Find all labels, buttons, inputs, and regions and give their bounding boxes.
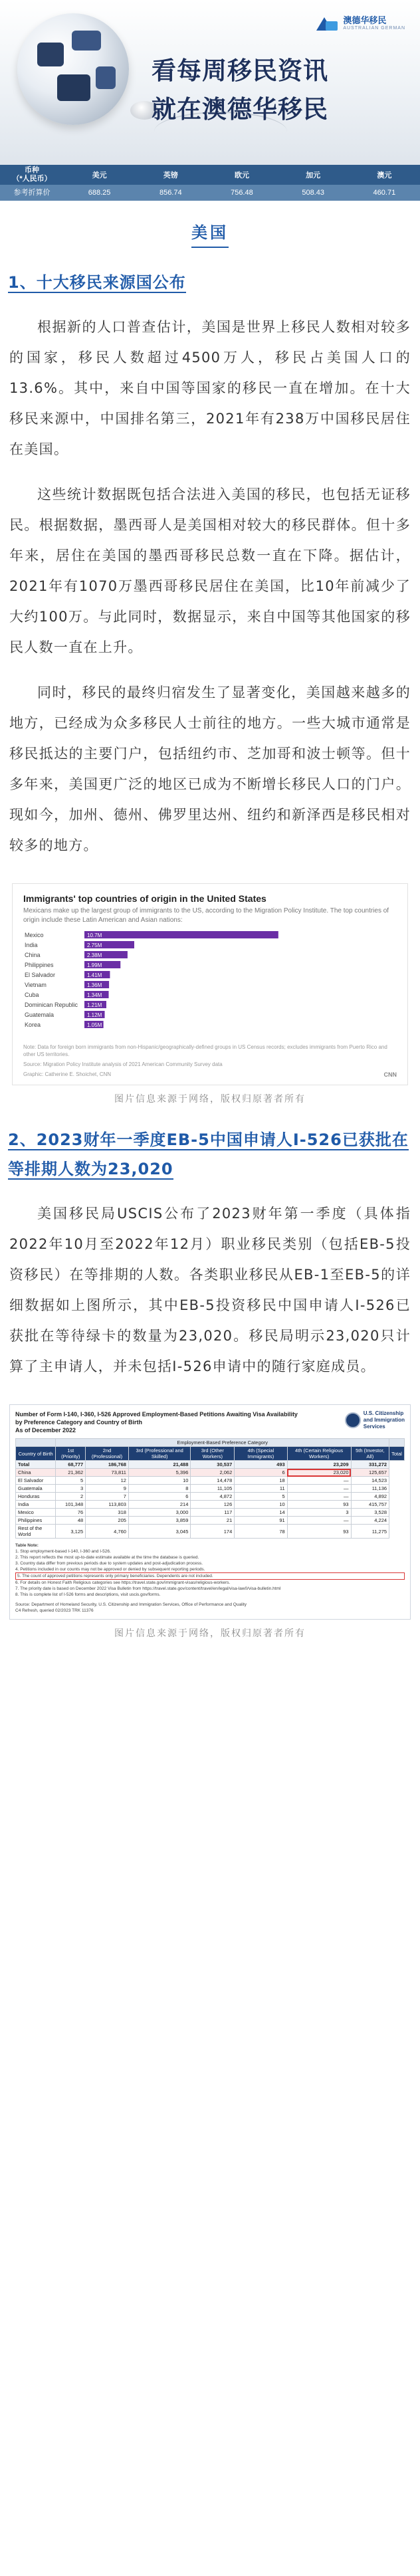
table-column-header: 3rd (Professional and Skilled) [128,1447,190,1461]
table-note: 8. This is complete list of I-526 forms and descriptions, visit uscis.gov/forms. [15,1592,161,1597]
table-cell: — [287,1485,351,1493]
table-cell: 78 [235,1525,287,1539]
table-figure-title [15,1410,298,1434]
table-cell: 68,777 [56,1461,86,1469]
headline-line-1: 看每周移民资讯 [152,56,328,85]
brand-logo [316,15,405,32]
table-note: 7. The priority date is based on December 2022 Visa Bulletin from https://travel.state.gov/content/travel/en/legal/visa-law0/visa-bulletin.html [15,1586,281,1591]
table-corner-right [389,1439,405,1447]
table-row [16,1509,405,1517]
table-caption: 图片信息来源于网络，版权归原著者所有 [114,1628,306,1639]
section-1-paragraph-1: 根据新的人口普查估计，美国是世界上移民人数相对较多的国家，移民人数超过4500万人，移民占美国人口的13.6%。其中，来自中国等国家的移民一直在增加。在十大移民来源中，中国排名第三，2021年有238万中国移民居住在美国。 [9,319,411,457]
uscis-logo [345,1410,405,1430]
table-cell: 91 [235,1517,287,1525]
table-row [16,1525,405,1539]
table-title-line-3: As of December 2022 [15,1427,76,1434]
table-cell: 2 [56,1493,86,1501]
logo-name: 澳德华移民 [343,15,387,26]
table-cell: 125,657 [351,1469,389,1477]
table-cell: 3,859 [128,1517,190,1525]
chart-value-label: 1.41M [87,972,102,978]
table-row [16,1493,405,1501]
table-cell: — [287,1477,351,1485]
table-cell-country: China [16,1469,56,1477]
currency-usd: 美元 [64,165,135,185]
table-cell: 3,000 [128,1509,190,1517]
table-cell: 11,105 [191,1485,235,1493]
table-column-header: 4th (Certain Religious Workers) [287,1447,351,1461]
table-cell: 21 [191,1517,235,1525]
chart-credit: Graphic: Catherine E. Shoichet, CNN [23,1071,112,1077]
rate-label-line-2: （*人民币） [12,175,52,183]
rate-value-row [0,185,420,201]
table-cell: 113,803 [86,1501,129,1509]
table-cell: 14,478 [191,1477,235,1485]
table-column-header: 4th (Special Immigrants) [235,1447,287,1461]
table-row [16,1501,405,1509]
globe-puzzle-illustration [17,13,129,125]
headline-line-2: 就在澳德华移民 [152,95,328,124]
section-1-paragraph-2: 这些统计数据既包括合法进入美国的移民，也包括无证移民。根据数据，墨西哥人是美国相对较大的移民群体。但十多年来，居住在美国的墨西哥移民总数一直在下降。据估计，2021年有1070万墨西哥移民居住在美国，比10年前减少了大约100万。与此同时，数据显示，来自中国等其他国家的移民人数一直在上升。 [9,486,411,655]
table-row [16,1469,405,1477]
table-cell: 3,045 [128,1525,190,1539]
rate-gbp: 856.74 [135,185,206,201]
rate-aud: 460.71 [349,185,420,201]
section-2-paragraph-1: 美国移民局USCIS公布了2023财年第一季度（具体指2022年10月至2022年12月）职业移民类别（包括EB-5投资移民）在等排期的人数。各类职业移民从EB-1至EB-5的详细数据如上图所示，其中EB-5投资移民中国申请人I-526已获批在等待绿卡的数量为23,020。移民局明示23,020只计算了主申请人，并未包括I-526申请中的随行家庭成员。 [9,1206,411,1374]
table-note: 5. The count of approved petitions represents only primary beneficiaries. Dependents are not included. [15,1572,405,1580]
chart-source: Source: Migration Policy Institute analysis of 2021 American Community Survey data [23,1061,223,1067]
table-cell: 7 [86,1493,129,1501]
table-cell: 4,760 [86,1525,129,1539]
rate-cad: 508.43 [278,185,349,201]
table-cell: 5 [56,1477,86,1485]
table-column-header: Country of Birth [16,1447,56,1461]
table-cell: 3,528 [351,1509,389,1517]
chart-category-label: El Salvador [25,972,56,978]
chart-value-label: 2.38M [87,952,102,958]
table-cell-country: Total [16,1461,56,1469]
table-source-line-2: C4 Refresh, queried 02/2023 TRK 11376 [15,1608,94,1613]
table-cell: — [287,1493,351,1501]
table-cell: 214 [128,1501,190,1509]
currency-gbp: 英镑 [135,165,206,185]
table-column-header: 5th (Investor, All) [351,1447,389,1461]
country-heading [0,219,420,248]
chart-value-label: 2.75M [87,942,102,948]
agency-line-2: and Immigration [363,1417,405,1423]
logo-subtitle: AUSTRALIAN GERMAN [343,25,405,31]
table-cell: 76 [56,1509,86,1517]
table-cell: 101,348 [56,1501,86,1509]
exchange-rate-table [0,165,420,201]
chart-value-label: 1.99M [87,962,102,968]
table-row [16,1485,405,1493]
chart-value-label: 1.21M [87,1002,102,1008]
table-cell: 3,125 [56,1525,86,1539]
table-cell: 93 [287,1525,351,1539]
chart-value-label: 1.36M [87,982,102,988]
rate-label-cell [0,165,64,185]
country-name: 美国 [191,219,229,248]
agency-name [364,1410,405,1430]
table-cell: 4,892 [351,1493,389,1501]
table-cell: 205 [86,1517,129,1525]
table-cell-country: Mexico [16,1509,56,1517]
table-note: 6. For details on Honest Faith Religious categories see https://travel.state.gov/immigrant-visas/religious-workers. [15,1580,231,1585]
dhs-seal-icon [345,1412,361,1428]
table-cell-country: El Salvador [16,1477,56,1485]
currency-cad: 加元 [278,165,349,185]
chart-category-label: Korea [25,1021,41,1028]
immigrant-origin-chart-figure [12,883,408,1085]
table-notes-label: Table Note: [15,1543,39,1548]
section-1-paragraph-3: 同时，移民的最终归宿发生了显著变化，美国越来越多的地方，已经成为众多移民人士前往的地方。一些大城市通常是移民抵达的主要门户，包括纽约市、芝加哥和波士顿等。但十多年来，美国更广泛的地区已成为不断增长移民人口的门户。现如今，加州、德州、佛罗里达州、纽约和新泽西是移民相对较多的地方。 [9,685,411,853]
chart-value-label: 1.05M [87,1022,102,1028]
table-cell: 23,209 [287,1461,351,1469]
currency-aud: 澳元 [349,165,420,185]
table-figure-header [15,1410,405,1434]
table-cell: 6 [235,1469,287,1477]
table-cell-country: Honduras [16,1493,56,1501]
table-cell-country: Rest of the World [16,1525,56,1539]
table-column-header: 2nd (Professional) [86,1447,129,1461]
table-cell: 12 [86,1477,129,1485]
chart-note: Note: Data for foreign born immigrants from non-Hispanic/geographically-defined groups in US Census records; excludes immigrants from Puerto Rico and other US territories. [23,1044,387,1057]
currency-eur: 欧元 [206,165,277,185]
table-cell: 174 [191,1525,235,1539]
table-corner [16,1439,56,1447]
chart-category-label: Vietnam [25,982,47,988]
chart-value-label: 1.12M [87,1012,102,1018]
chart-category-label: Mexico [25,932,44,938]
rate-label-line-1: 币种 [25,166,39,174]
table-cell: 186,768 [86,1461,129,1469]
table-cell: 11 [235,1485,287,1493]
table-cell: 117 [191,1509,235,1517]
rate-usd: 688.25 [64,185,135,201]
chart-bar [84,931,278,938]
table-group-header: Employment-Based Preference Category [56,1439,389,1447]
table-note: 4. Petitions included in our counts may not be approved or denied by subsequent reporting periods. [15,1567,205,1572]
table-note: 1. Stop employment-based I-140, I-360 and I-526. [15,1549,111,1554]
table-cell: 415,757 [351,1501,389,1509]
table-cell: 10 [235,1501,287,1509]
logo-mark-icon [316,15,339,32]
table-cell: 5 [235,1493,287,1501]
table-title-line-2: by Preference Category and Country of Birth [15,1419,143,1426]
table-row [16,1477,405,1485]
table-cell: 493 [235,1461,287,1469]
rate-row-label: 参考折算价 [0,185,64,201]
table-cell: 3 [56,1485,86,1493]
table-row [16,1461,405,1469]
rate-eur: 756.48 [206,185,277,201]
table-cell: 23,020 [287,1469,351,1477]
header-banner [0,0,420,165]
table-cell: 14 [235,1509,287,1517]
section-2-title [8,1125,412,1184]
table-cell: 21,362 [56,1469,86,1477]
table-column-header: Total [389,1447,405,1461]
table-cell: 73,811 [86,1469,129,1477]
section-1-title [8,268,412,297]
table-cell: 4,872 [191,1493,235,1501]
table-cell: 21,488 [128,1461,190,1469]
section-2-title-text: 2、2023财年一季度EB-5中国申请人I-526已获批在等排期人数为23,020 [8,1130,409,1178]
table-column-header: 3rd (Other Workers) [191,1447,235,1461]
table-source-line-1: Source: Department of Homeland Security, U.S. Citizenship and Immigration Services, Office of Performance and Quality [15,1602,247,1607]
table-cell: 14,523 [351,1477,389,1485]
table-cell: 48 [56,1517,86,1525]
table-cell-country: Philippines [16,1517,56,1525]
table-cell: 6 [128,1493,190,1501]
chart-category-label: India [25,942,38,948]
table-cell: 30,537 [191,1461,235,1469]
origin-bar-chart [23,925,395,1035]
table-notes [15,1543,405,1598]
chart-value-label: 1.34M [87,992,102,998]
eb-petitions-table-figure [9,1404,411,1620]
table-cell: — [287,1517,351,1525]
table-cell: 318 [86,1509,129,1517]
chart-caption: 图片信息来源于网络，版权归原著者所有 [114,1094,306,1105]
table-cell: 11,136 [351,1485,389,1493]
table-row [16,1517,405,1525]
agency-line-3: Services [363,1424,385,1430]
table-source [15,1602,405,1614]
table-cell: 18 [235,1477,287,1485]
chart-category-label: Philippines [25,962,54,968]
section-1-title-text: 1、十大移民来源国公布 [8,273,186,292]
chart-category-label: Guatemala [25,1012,54,1018]
table-title-line-1: Number of Form I-140, I-360, I-526 Approved Employment-Based Petitions Awaiting Visa Availability [15,1411,298,1418]
table-cell-country: Guatemala [16,1485,56,1493]
table-cell: 126 [191,1501,235,1509]
chart-category-label: Cuba [25,992,39,998]
table-cell: 10 [128,1477,190,1485]
table-cell: 3 [287,1509,351,1517]
table-cell: 93 [287,1501,351,1509]
table-column-header-row [16,1447,405,1461]
rate-header-row [0,165,420,185]
chart-category-label: China [25,952,41,958]
chart-brand: CNN [383,1071,397,1078]
agency-line-1: U.S. Citizenship [363,1410,404,1416]
table-cell: 4,224 [351,1517,389,1525]
chart-title: Immigrants' top countries of origin in the United States [23,893,266,904]
table-cell-country: India [16,1501,56,1509]
chart-category-label: Dominican Republic [25,1002,78,1008]
table-cell: 8 [128,1485,190,1493]
eb-petitions-table [15,1438,405,1539]
table-note: 3. Country data differ from previous periods due to system updates and post-adjudication process. [15,1561,203,1566]
table-cell: 9 [86,1485,129,1493]
table-cell: 2,062 [191,1469,235,1477]
chart-value-label: 10.7M [87,932,102,938]
table-cell: 11,275 [351,1525,389,1539]
chart-source-row [23,1058,397,1078]
table-note: 2. This report reflects the most up-to-date estimate available at the time the database is queried. [15,1555,199,1560]
table-cell: 5,396 [128,1469,190,1477]
table-column-header: 1st (Priority) [56,1447,86,1461]
table-cell: 331,272 [351,1461,389,1469]
chart-subtitle: Mexicans make up the largest group of immigrants to the US, according to the Migration Policy Institute. The top countries of origin include these Latin American and Asian nations: [23,907,389,924]
banner-headline [152,52,328,129]
